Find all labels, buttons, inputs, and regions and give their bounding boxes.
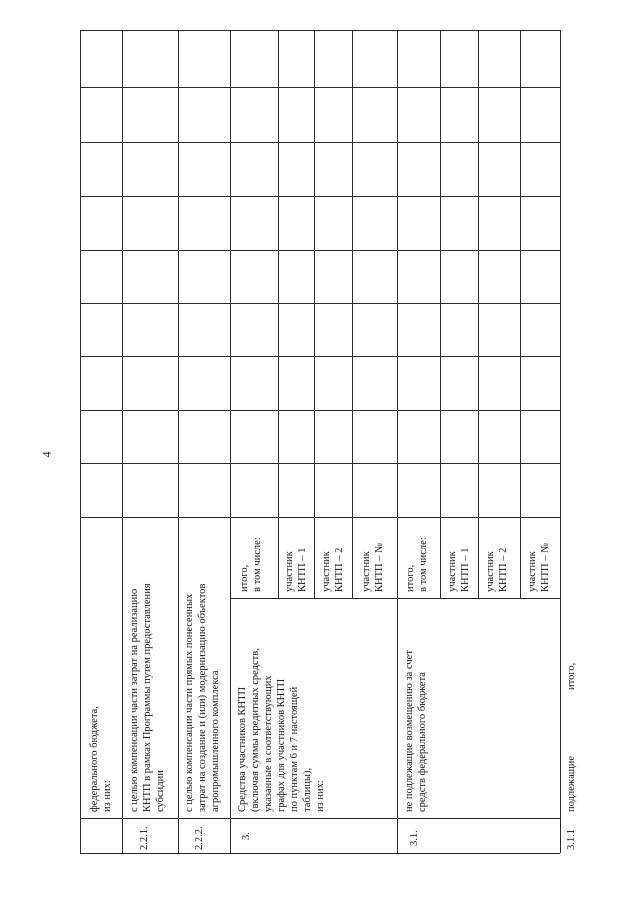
- row-3-sub-participant-2: участник КНТП – 2: [321, 547, 345, 592]
- row-divider: [397, 30, 398, 853]
- row-3-1-sub-total: итого, в том числе:: [405, 537, 429, 592]
- col-divider: [80, 517, 560, 518]
- col-divider-num: [80, 818, 560, 819]
- col-divider: [80, 303, 560, 304]
- sub-row-divider: [440, 30, 441, 598]
- table-border-left: [80, 30, 81, 853]
- row-2-2-2-label: с целью компенсации части прямых понесенных затрат на создание и (или) модернизацию объектов агропромышленного комплекса: [184, 583, 221, 812]
- col-divider: [80, 356, 560, 357]
- row-2-2-2-number: 2.2.2.: [194, 826, 205, 850]
- row-3-sub-participant-n: участник КНТП – №: [361, 542, 385, 592]
- sub-row-divider: [352, 30, 353, 598]
- sub-row-divider: [278, 30, 279, 598]
- row-3-number: 3.: [241, 832, 252, 840]
- row-3-1-label: не подлежащие возмещению за счет средств федерального бюджета: [404, 650, 428, 812]
- row-3-sub-total: итого, в том числе:: [239, 537, 263, 592]
- sub-row-divider: [314, 30, 315, 598]
- page-number: 4: [39, 451, 54, 458]
- row-3-1-sub-participant-n: участник КНТП – №: [527, 542, 551, 592]
- row-divider: [122, 30, 123, 853]
- row-2-2-1-label: с целью компенсации части затрат на реализацию КНТП в рамках Программы путем предоставления субсидии: [129, 583, 166, 812]
- sub-col-divider: [230, 598, 560, 599]
- sub-row-divider: [520, 30, 521, 598]
- row-3-1-sub-participant-1: участник КНТП – 1: [447, 547, 471, 592]
- row-3-1-sub-participant-2: участник КНТП – 2: [485, 547, 509, 592]
- row-3-sub-participant-1: участник КНТП – 1: [284, 547, 308, 592]
- row-3-label: Средства участников КНТП (включая суммы кредитных средств, указанные в соответствующих графах для участников КНТП по пунктам 6 и 7 настоящей таблицы), из них:: [237, 648, 326, 812]
- table-border-top: [80, 30, 560, 31]
- sub-row-divider: [478, 30, 479, 598]
- row-2-2-1-number: 2.2.1.: [139, 826, 150, 850]
- col-divider: [80, 410, 560, 411]
- row-divider: [178, 30, 179, 853]
- col-divider: [80, 250, 560, 251]
- col-divider: [80, 196, 560, 197]
- row-3-1-1-sub-total: итого,: [566, 662, 577, 690]
- table-border-bottom: [80, 853, 560, 854]
- col-divider: [80, 142, 560, 143]
- row-3-1-1-label: подлежащие: [566, 755, 577, 812]
- row-3-1-1-number: 3.1.1: [566, 829, 577, 850]
- row-fed-budget-label: федерального бюджета, из них:: [89, 706, 113, 812]
- row-divider: [230, 30, 231, 853]
- col-divider: [80, 87, 560, 88]
- col-divider: [80, 463, 560, 464]
- row-3-1-number: 3.1.: [409, 830, 420, 846]
- row-divider: [560, 30, 561, 853]
